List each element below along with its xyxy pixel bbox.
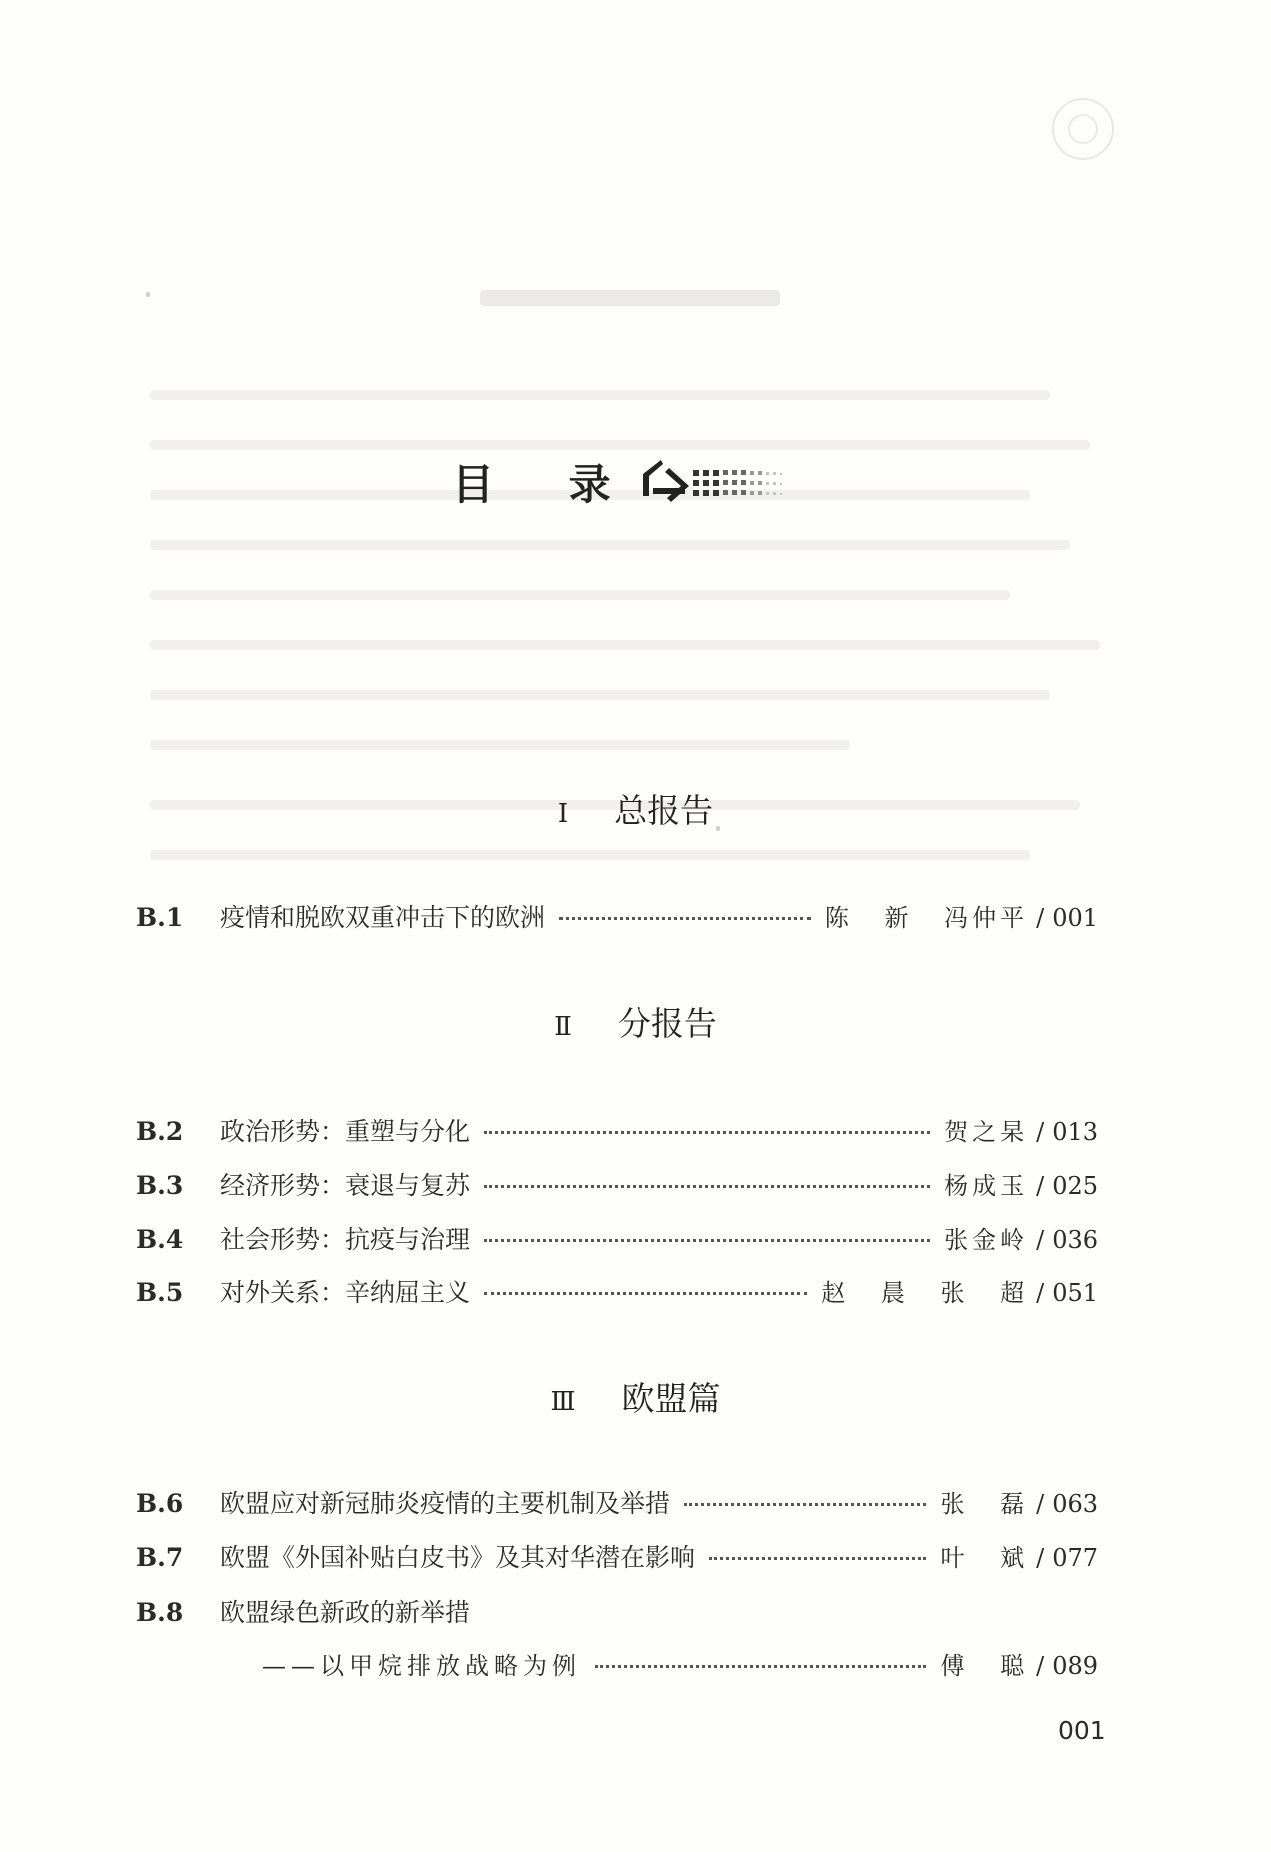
arrow-ornament-icon	[641, 456, 789, 508]
toc-entry-b5[interactable]: B.5 对外关系：辛纳屈主义 赵 晨 张 超 / 051	[136, 1278, 1098, 1307]
toc-heading	[452, 452, 789, 512]
toc-entry-b1[interactable]: B.1 疫情和脱欧双重冲击下的欧洲 陈 新 冯仲平 / 001	[136, 903, 1098, 932]
toc-title: 目 录	[452, 460, 641, 509]
section-heading-sub-reports: Ⅱ 分报告	[554, 1004, 717, 1043]
section-heading-general: Ⅰ 总报告	[557, 791, 714, 830]
dot-leader	[484, 1185, 930, 1188]
dot-leader	[709, 1557, 926, 1560]
toc-entry-b7[interactable]: B.7 欧盟《外国补贴白皮书》及其对华潜在影响 叶 斌 / 077	[136, 1543, 1098, 1572]
section-title: 分报告	[617, 1004, 717, 1043]
section-title: 欧盟篇	[621, 1379, 721, 1418]
section-title: 总报告	[614, 791, 714, 830]
toc-entry-b3[interactable]: B.3 经济形势：衰退与复苏 杨成玉 / 025	[136, 1171, 1098, 1200]
dot-leader	[559, 917, 811, 920]
dot-leader	[484, 1239, 930, 1242]
toc-entry-b4[interactable]: B.4 社会形势：抗疫与治理 张金岭 / 036	[136, 1225, 1098, 1254]
dot-leader	[684, 1503, 926, 1506]
toc-entry-b6[interactable]: B.6 欧盟应对新冠肺炎疫情的主要机制及举措 张 磊 / 063	[136, 1489, 1098, 1518]
section-heading-eu: Ⅲ 欧盟篇	[550, 1379, 721, 1418]
dot-leader	[484, 1292, 807, 1295]
dot-leader	[484, 1131, 930, 1134]
page-number: 001	[1058, 1716, 1106, 1745]
seal-watermark	[1052, 98, 1114, 160]
toc-entry-b8[interactable]: B.8 欧盟绿色新政的新举措	[136, 1598, 471, 1627]
toc-entry-b2[interactable]: B.2 政治形势：重塑与分化 贺之杲 / 013	[136, 1117, 1098, 1146]
toc-entry-b8-subtitle[interactable]: ——以甲烷排放战略为例 傅 聪 / 089	[262, 1652, 1098, 1680]
dot-leader	[595, 1665, 926, 1668]
